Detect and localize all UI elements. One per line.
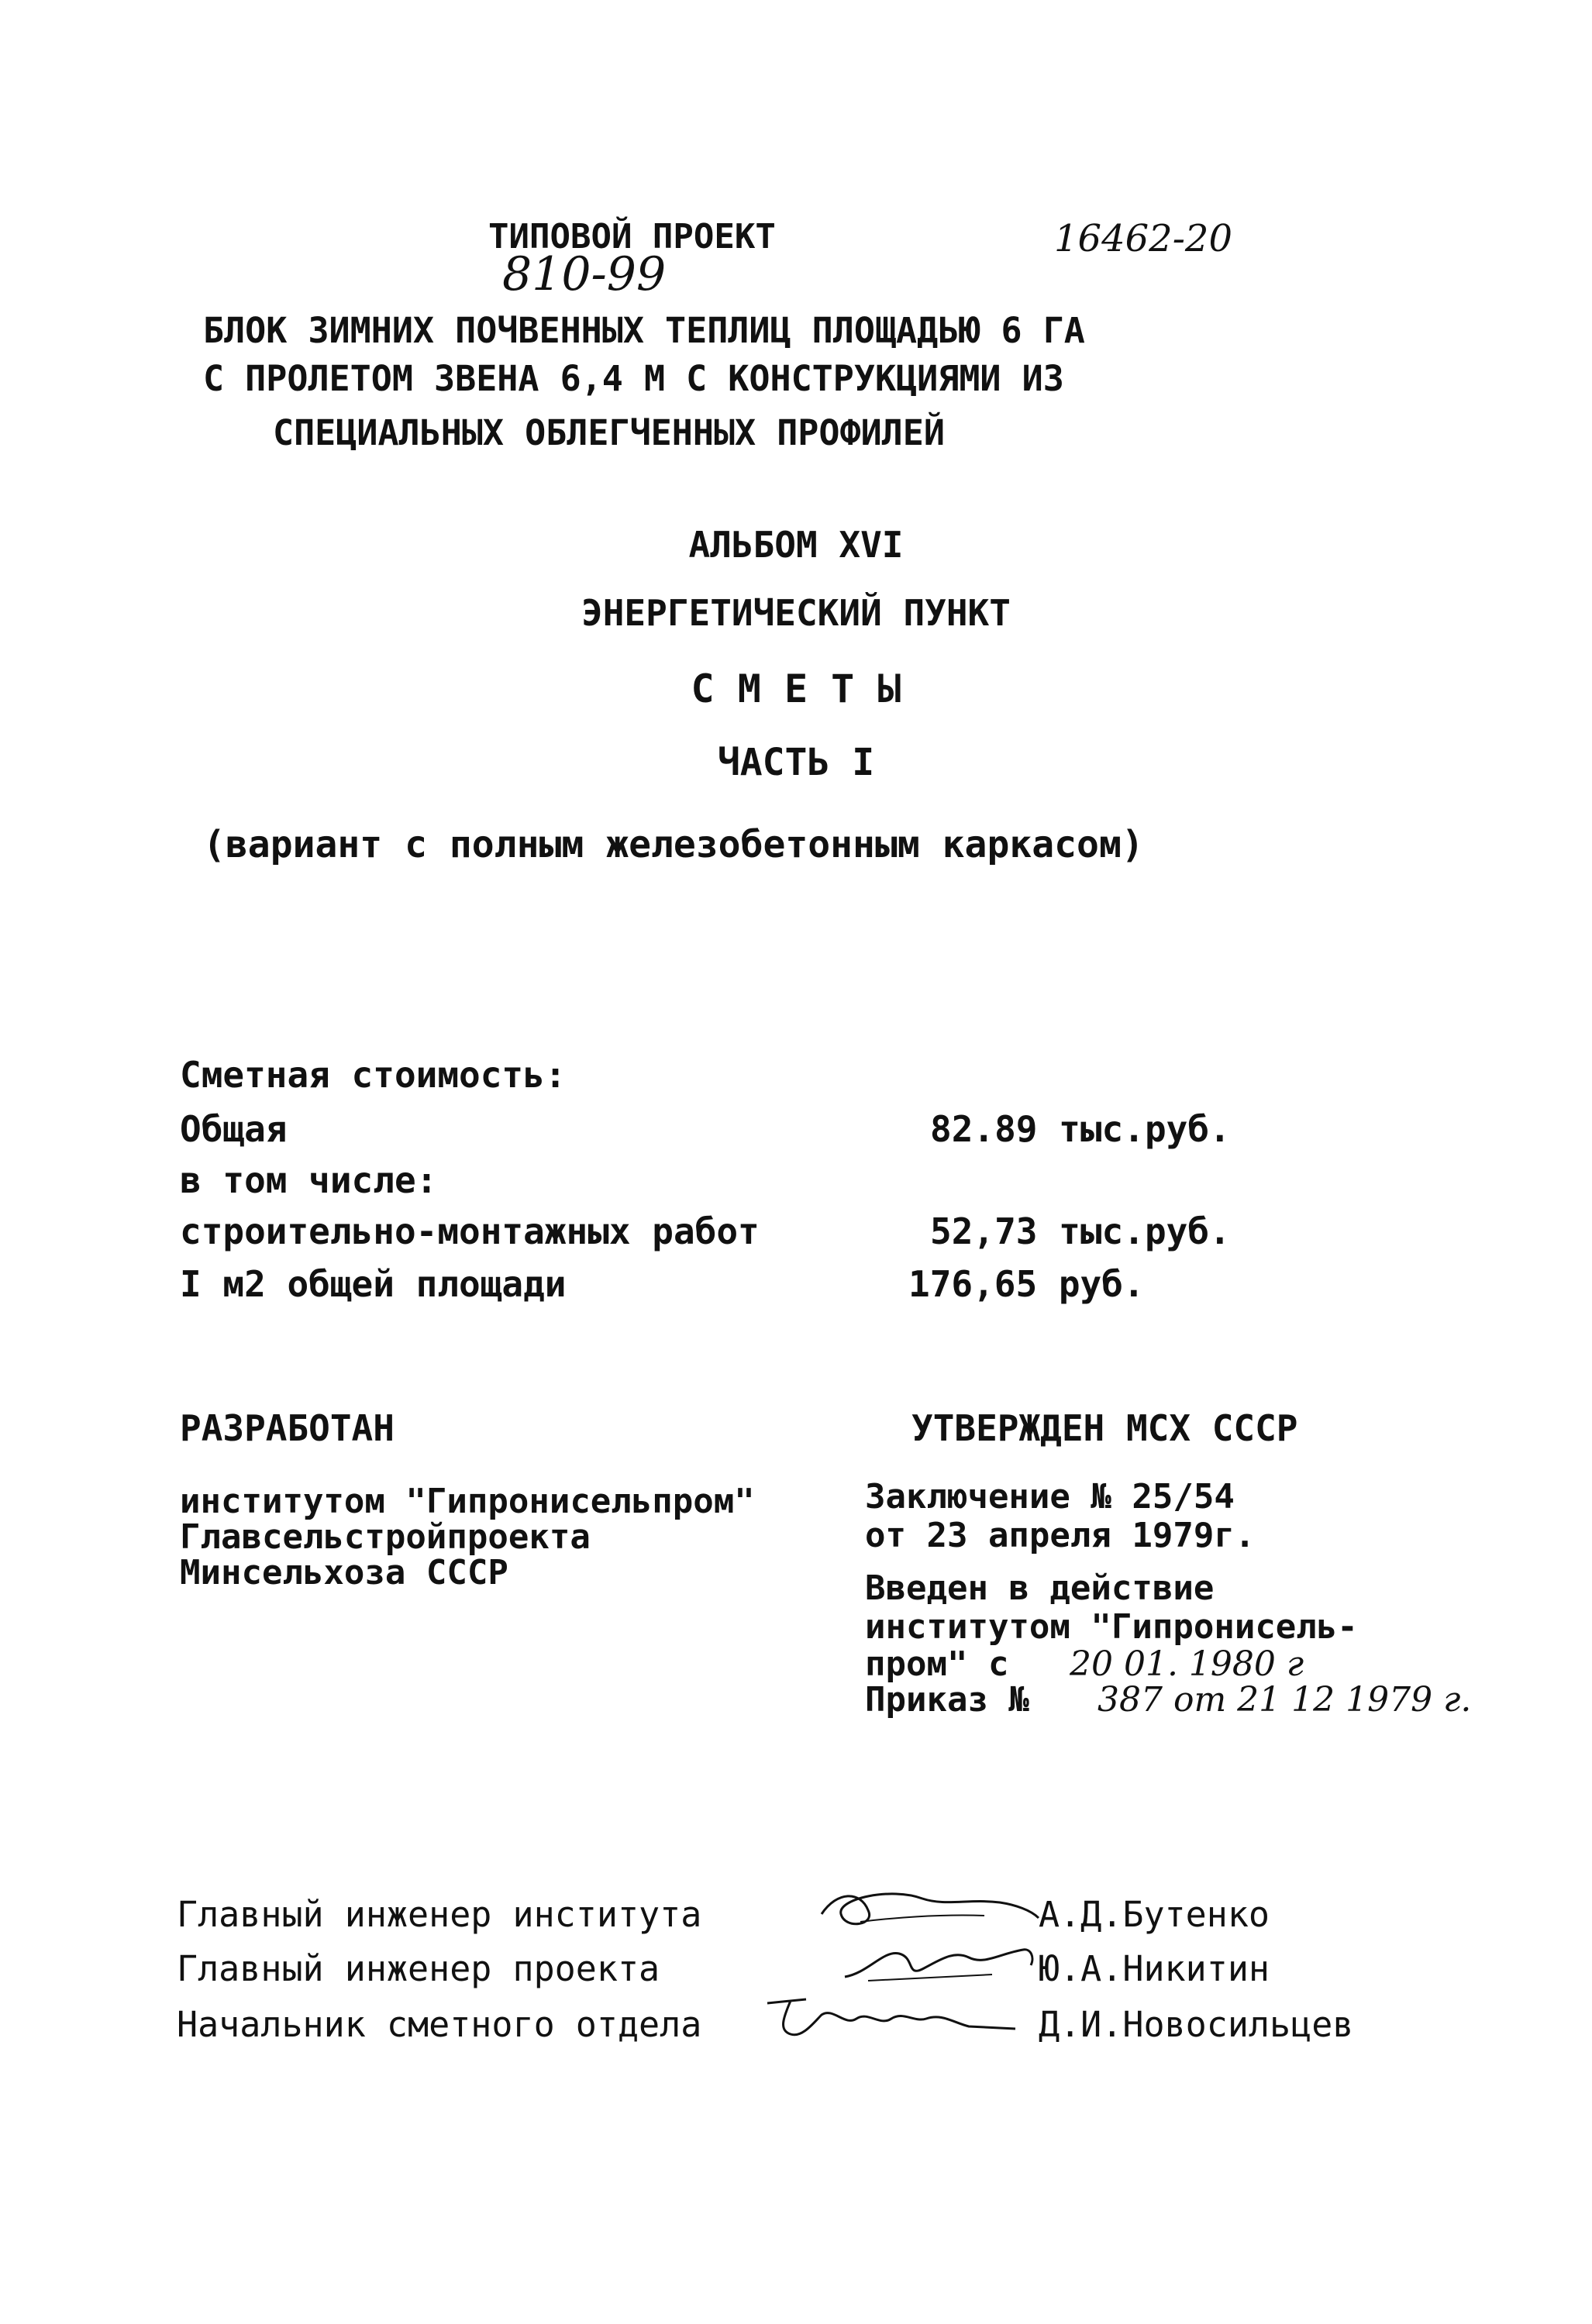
handwritten-signature-1: [814, 1875, 1046, 1937]
cost-total-label: Общая: [180, 1108, 288, 1150]
cost-total-value: 82.89 тыс.руб.: [930, 1108, 1231, 1150]
part-number: ЧАСТЬ I: [717, 741, 875, 784]
signature-role-2: Главный инженер проекта: [177, 1948, 660, 1989]
developed-heading: РАЗРАБОТАН: [180, 1407, 395, 1449]
album-number: АЛЬБОМ XVI: [688, 524, 904, 566]
cost-construction-label: строительно-монтажных работ: [180, 1210, 760, 1252]
cost-construction-value: 52,73 тыс.руб.: [930, 1210, 1231, 1252]
developed-line-3: Минсельхоза СССР: [180, 1553, 508, 1592]
signature-name-3: Д.И.Новосильцев: [1039, 2004, 1354, 2045]
title-line-1: БЛОК ЗИМНИХ ПОЧВЕННЫХ ТЕПЛИЦ ПЛОЩАДЬЮ 6 ГА: [203, 310, 1085, 351]
enacted-line-2: институтом "Гипронисель-: [865, 1607, 1358, 1647]
approved-heading: УТВЕРЖДЕН МСХ СССР: [911, 1407, 1298, 1449]
enacted-line-1: Введен в действие: [865, 1568, 1215, 1608]
document-type: С М Е Т Ы: [691, 666, 901, 711]
registry-number: 16462-20: [1054, 217, 1232, 260]
order-number-date: 387 от 21 12 1979 г.: [1098, 1680, 1472, 1720]
signature-role-1: Главный инженер института: [177, 1894, 702, 1935]
handwritten-signature-3: [760, 1984, 1023, 2046]
handwritten-signature-2: [837, 1934, 1046, 1988]
cost-including-label: в том числе:: [180, 1159, 438, 1201]
developed-line-2: Главсельстройпроекта: [180, 1517, 591, 1557]
project-label: ТИПОВОЙ ПРОЕКТ: [488, 217, 776, 257]
cost-per-m2-value: 176,65 руб.: [908, 1263, 1145, 1305]
variant-note: (вариант с полным железобетонным каркасом): [203, 823, 1144, 866]
signature-role-3: Начальник сметного отдела: [177, 2004, 702, 2045]
title-line-3: СПЕЦИАЛЬНЫХ ОБЛЕГЧЕННЫХ ПРОФИЛЕЙ: [273, 412, 945, 453]
enacted-date: 20 01. 1980 г: [1070, 1644, 1304, 1684]
approved-date: от 23 апреля 1979г.: [865, 1516, 1256, 1555]
order-prefix: Приказ №: [865, 1680, 1029, 1720]
approved-conclusion: Заключение № 25/54: [865, 1477, 1235, 1517]
enacted-line-3: пром" с: [865, 1644, 1009, 1684]
signature-name-2: Ю.А.Никитин: [1039, 1948, 1270, 1989]
signature-name-1: А.Д.Бутенко: [1039, 1894, 1270, 1935]
developed-line-1: институтом "Гипронисельпром": [180, 1482, 755, 1521]
cost-per-m2-label: I м2 общей площади: [180, 1263, 567, 1305]
cost-heading: Сметная стоимость:: [180, 1054, 567, 1096]
project-number: 810-99: [502, 247, 667, 301]
section-title: ЭНЕРГЕТИЧЕСКИЙ ПУНКТ: [581, 592, 1011, 634]
title-line-2: С ПРОЛЕТОМ ЗВЕНА 6,4 М С КОНСТРУКЦИЯМИ ИЗ: [203, 358, 1064, 399]
